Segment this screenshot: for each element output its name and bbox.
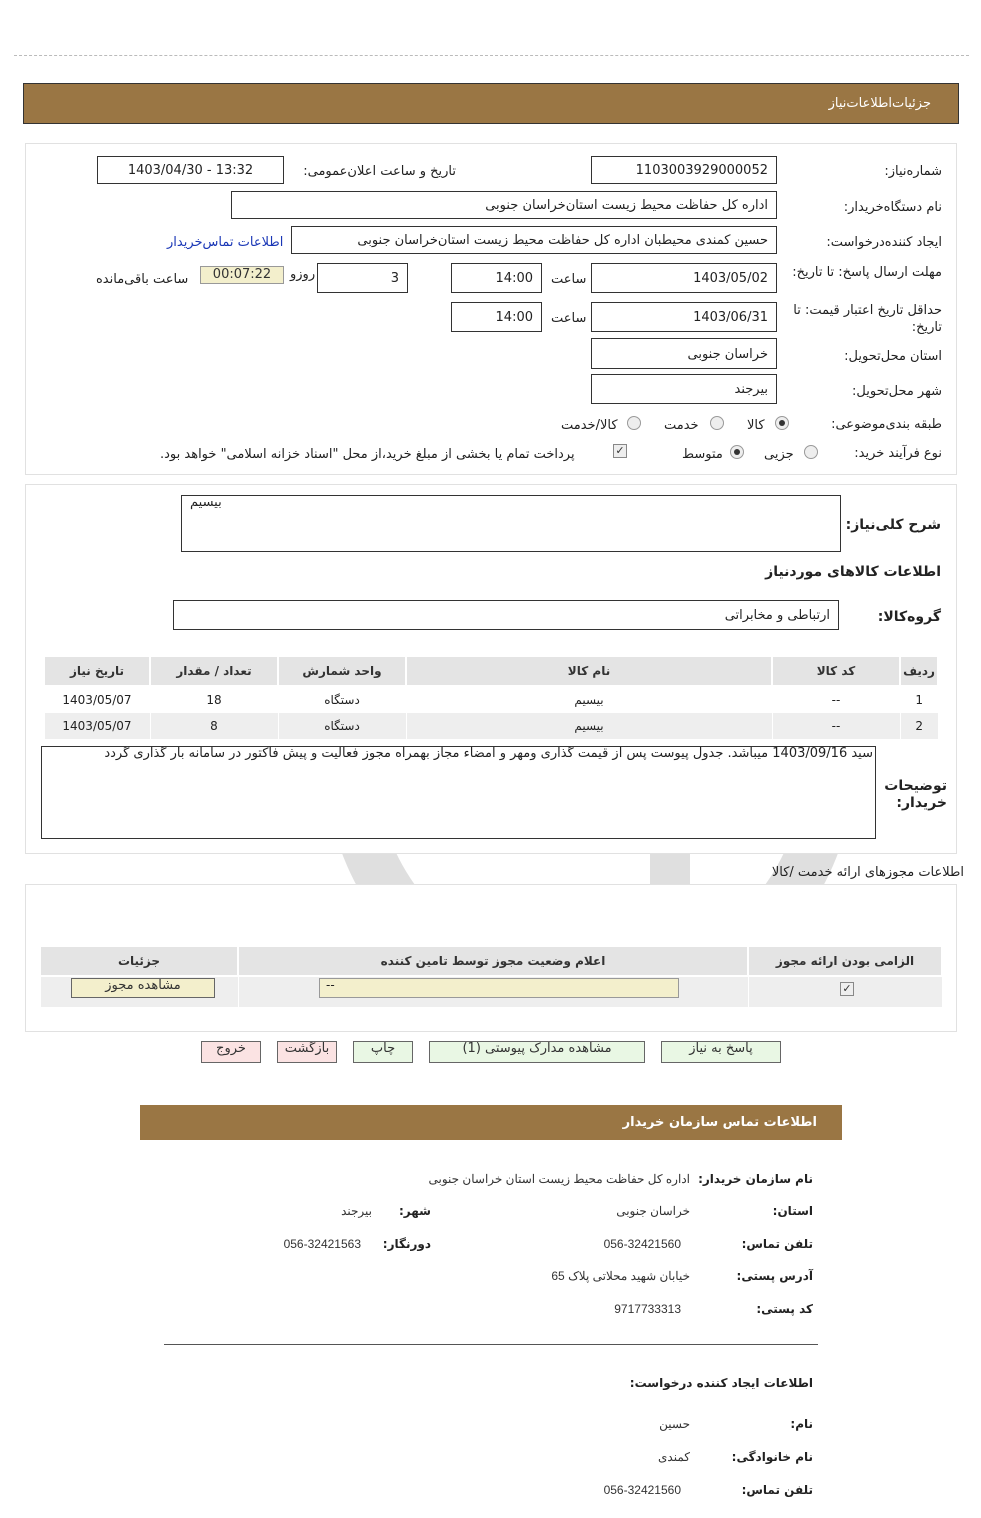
contact-province-value: خراسان جنوبی [616, 1204, 690, 1218]
fax-label: دورنگار: [382, 1237, 431, 1251]
cell-row: 2 [900, 713, 938, 739]
cell-qty: 8 [150, 713, 278, 739]
countdown-timer: 00:07:22 [200, 266, 284, 284]
permits-title: اطلاعات مجوزهای ارائه خدمت /کالا [771, 865, 964, 880]
process-label: نوع فرآیند خرید: [854, 446, 942, 461]
province-label: استان محل‌تحویل: [844, 349, 942, 364]
top-divider [14, 55, 969, 56]
cell-code: -- [772, 713, 900, 739]
group-field: ارتباطی و مخابراتی [173, 600, 839, 630]
view-permit-button[interactable]: مشاهده مجوز [71, 978, 215, 998]
process-radio-minor[interactable] [804, 445, 818, 459]
col-date: تاریخ نیاز [44, 656, 150, 686]
buyer-notes-field[interactable]: سید 1403/09/16 میباشد. جدول پیوست پس از قیمت گذاری ومهر و امضاء مجاز بهمراه مجوز فعالیت و پیش فاکتور در سامانه بار گذاری گردد [41, 746, 876, 839]
contact-city-label: شهر: [399, 1204, 431, 1218]
items-table-header [44, 656, 938, 686]
need-number-field: 1103003929000052 [591, 156, 777, 184]
province-field: خراسان جنوبی [591, 338, 777, 369]
buyer-notes-label: توضیحات خریدار: [884, 778, 947, 811]
col-qty: تعداد / مقدار [150, 656, 278, 686]
category-radio-goods-service[interactable] [627, 416, 641, 430]
col-code: کد کالا [772, 656, 900, 686]
validity-label: حداقل تاریخ اعتبار قیمت: تا تاریخ: [793, 303, 942, 335]
address-label: آدرس پستی: [736, 1269, 813, 1283]
goods-info-title: اطلاعات کالاهای موردنیاز [765, 564, 941, 580]
city-field: بیرجند [591, 374, 777, 404]
need-number-label: شماره‌نیاز: [884, 164, 942, 179]
city-label: شهر محل‌تحویل: [852, 384, 942, 399]
cell-name: بیسیم [406, 713, 772, 739]
family-label: نام خانوادگی: [731, 1450, 813, 1464]
category-option-goods: کالا [747, 418, 765, 433]
creator-title: اطلاعات ایجاد کننده درخواست: [629, 1376, 813, 1390]
cell-unit: دستگاه [278, 686, 406, 713]
deadline-date-field: 1403/05/02 [591, 263, 777, 293]
cell-row: 1 [900, 686, 938, 713]
table-row [44, 713, 938, 739]
back-button[interactable]: بازگشت [277, 1041, 337, 1063]
validity-date-field: 1403/06/31 [591, 302, 777, 332]
contact-province-label: استان: [772, 1204, 813, 1218]
contact-title: اطلاعات تماس سازمان خریدار [622, 1115, 817, 1130]
contact-divider [164, 1344, 818, 1345]
contact-header [140, 1105, 842, 1140]
days-label: روزو [290, 267, 316, 282]
requester-label: ایجاد کننده‌درخواست: [826, 235, 942, 250]
org-label: نام سازمان خریدار: [698, 1172, 813, 1186]
col-row: ردیف [900, 656, 938, 686]
postal-label: کد پستی: [756, 1302, 813, 1316]
requester-field: حسین کمندی محیطبان اداره کل حفاظت محیط زیست استان‌خراسان جنوبی [291, 226, 777, 254]
buyer-org-label: نام دستگاه‌خریدار: [843, 200, 942, 215]
summary-field: بیسیم [181, 495, 841, 552]
org-value: اداره کل حفاظت محیط زیست استان خراسان جنوبی [428, 1172, 690, 1186]
name-label: نام: [790, 1417, 813, 1431]
permits-table-header [40, 946, 942, 976]
deadline-time-field: 14:00 [451, 263, 542, 293]
attachments-button[interactable]: مشاهده مدارک پیوستی (1) [429, 1041, 645, 1063]
buyer-contact-link[interactable]: اطلاعات تماس‌خریدار [167, 235, 284, 250]
deadline-time-label: ساعت [551, 272, 587, 287]
family-value: کمندی [658, 1450, 690, 1464]
process-radio-medium[interactable] [730, 445, 744, 459]
creator-phone-label: تلفن تماس: [741, 1483, 813, 1497]
category-label: طبقه بندی‌موضوعی: [831, 417, 942, 432]
category-radio-goods[interactable] [775, 416, 789, 430]
col-unit: واحد شمارش [278, 656, 406, 686]
treasury-payment-checkbox[interactable]: ✓ [613, 444, 627, 458]
exit-button[interactable]: خروج [201, 1041, 261, 1063]
validity-time-label: ساعت [551, 311, 587, 326]
days-field: 3 [317, 263, 408, 293]
col-details: جزئیات [40, 946, 238, 976]
table-row [44, 686, 938, 713]
category-radio-service[interactable] [710, 416, 724, 430]
creator-phone-value: 056-32421560 [603, 1483, 681, 1497]
postal-value: 9717733313 [614, 1302, 681, 1316]
cell-code: -- [772, 686, 900, 713]
contact-city-value: بیرجند [341, 1204, 372, 1218]
treasury-payment-note: پرداخت تمام یا بخشی از مبلغ خرید،از محل "اسناد خزانه اسلامی" خواهد بود. [160, 447, 575, 462]
group-label: گروه‌کالا: [877, 609, 941, 625]
items-table [43, 655, 939, 739]
phone-label: تلفن تماس: [741, 1237, 813, 1251]
print-button[interactable]: چاپ [353, 1041, 413, 1063]
phone-value: 056-32421560 [603, 1237, 681, 1251]
page-title: جزئیات‌اطلاعات‌نیاز [828, 96, 931, 111]
cell-name: بیسیم [406, 686, 772, 713]
cell-date: 1403/05/07 [44, 686, 150, 713]
col-status: اعلام وضعیت مجوز توسط تامین کننده [238, 946, 748, 976]
summary-label: شرح کلی‌نیاز: [845, 517, 941, 533]
name-value: حسین [659, 1417, 690, 1431]
cell-unit: دستگاه [278, 713, 406, 739]
category-option-service: خدمت [664, 418, 699, 433]
col-name: نام کالا [406, 656, 772, 686]
announce-field: 1403/04/30 - 13:32 [97, 156, 284, 184]
fax-value: 056-32421563 [283, 1237, 361, 1251]
permit-required-checkbox[interactable]: ✓ [840, 982, 854, 996]
category-option-goods-service: کالا/خدمت [561, 418, 618, 433]
address-value: خیابان شهید محلاتی پلاک 65 [551, 1269, 690, 1283]
remaining-label: ساعت باقی‌مانده [96, 272, 189, 287]
validity-time-field: 14:00 [451, 302, 542, 332]
cell-qty: 18 [150, 686, 278, 713]
page-header [23, 83, 959, 124]
announce-label: تاریخ و ساعت اعلان‌عمومی: [303, 164, 456, 179]
deadline-label: مهلت ارسال پاسخ: تا تاریخ: [792, 265, 942, 280]
process-option-medium: متوسط [682, 447, 723, 462]
buyer-org-field: اداره کل حفاظت محیط زیست استان‌خراسان جنوبی [231, 191, 777, 219]
process-option-minor: جزیی [764, 447, 794, 462]
permit-status-field: -- [319, 978, 679, 998]
reply-button[interactable]: پاسخ به نیاز [661, 1041, 781, 1063]
col-required: الزامی بودن ارائه مجوز [748, 946, 942, 976]
cell-date: 1403/05/07 [44, 713, 150, 739]
